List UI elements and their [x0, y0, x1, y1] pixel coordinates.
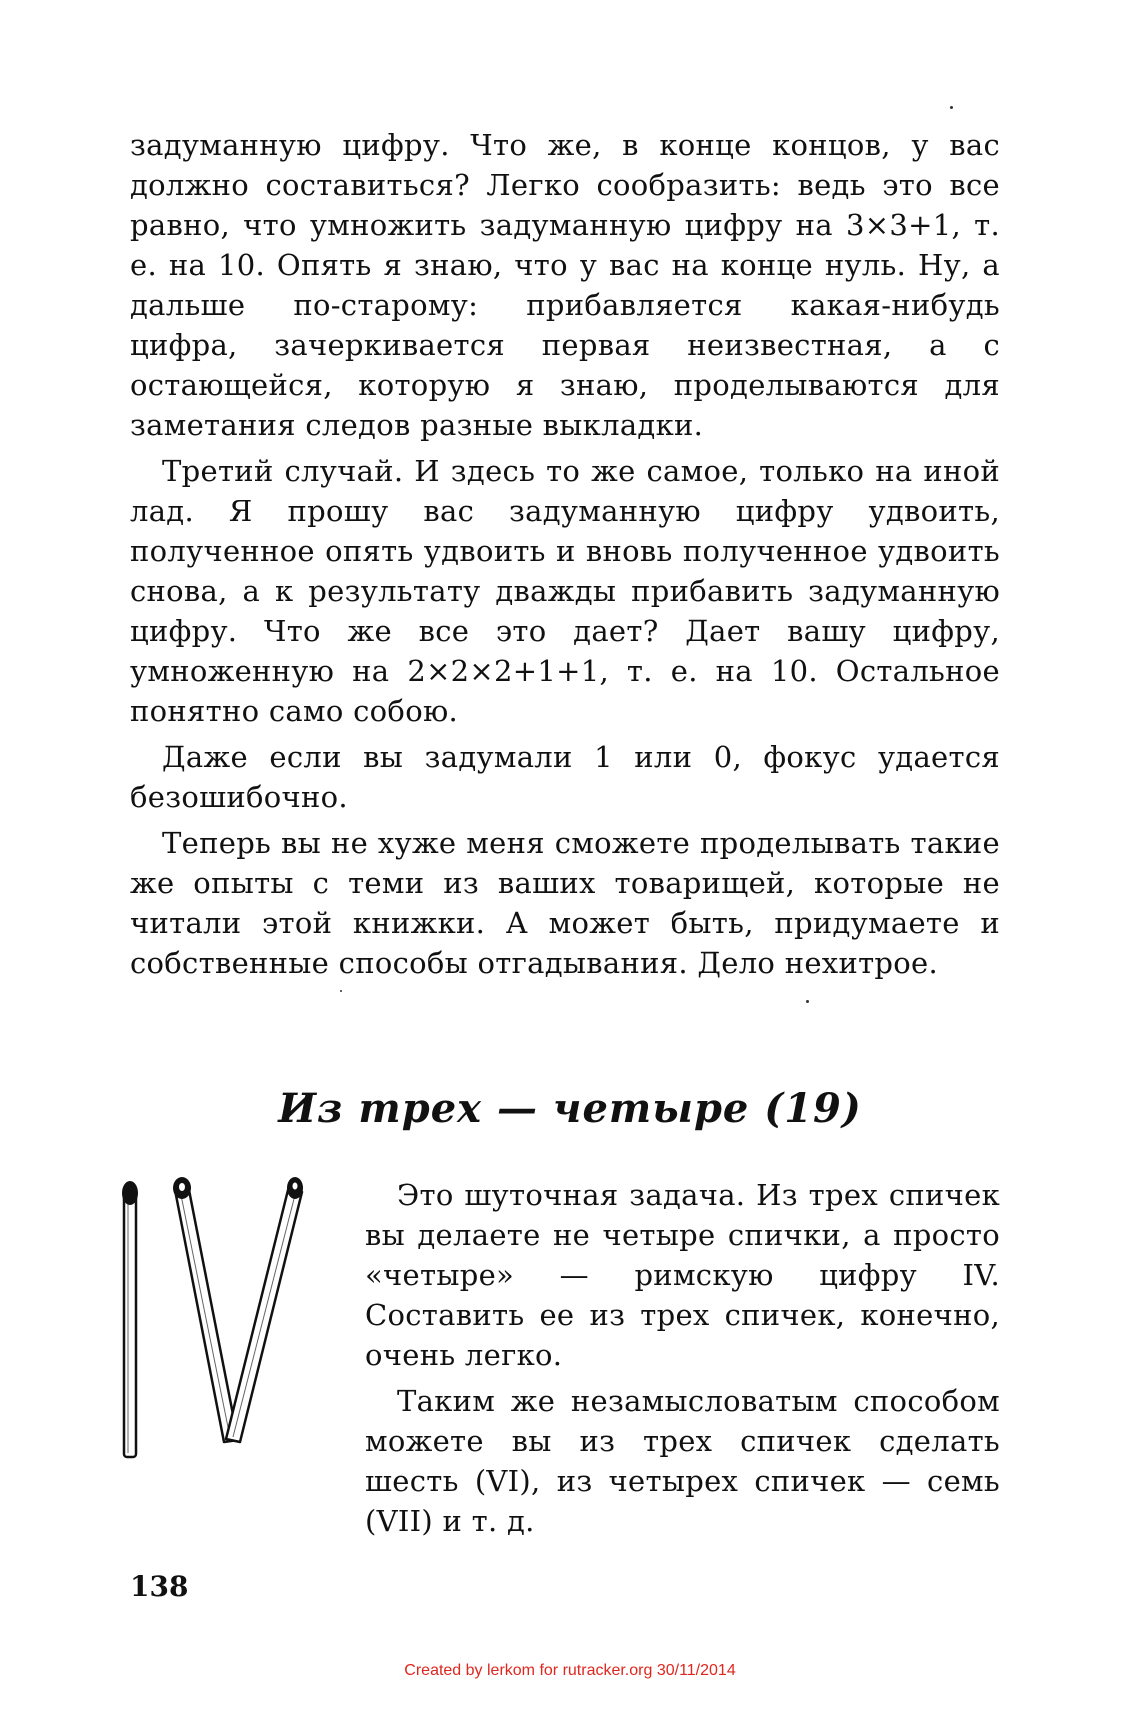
match-diagonal-left [173, 1177, 238, 1442]
section-paragraph-2: Таким же незамысловатым способом можете вы из трех спичек сделать шесть (VI), из четырех спичек — семь (VII) и т. д. [365, 1384, 1000, 1538]
paragraph-4: Теперь вы не хуже меня сможете проделывать такие же опыты с теми из ваших товарищей, которые не читали этой книжки. А может быть, придумаете и собственные способы отгадывания. Дело нехитрое. [130, 826, 1000, 980]
scan-speck [806, 1000, 809, 1003]
scan-speck [950, 106, 953, 109]
section-text [365, 1175, 1000, 1547]
page-number: 138 [130, 1570, 189, 1603]
paragraph-3: Даже если вы задумали 1 или 0, фокус удается безошибочно. [130, 740, 1000, 814]
section-paragraph-1: Это шуточная задача. Из трех спичек вы делаете не четыре спички, а просто «четыре» — римскую цифру IV. Составить ее из трех спичек, конечно, очень легко. [365, 1178, 1000, 1372]
scan-speck [340, 990, 342, 992]
paragraph-1: задуманную цифру. Что же, в конце концов, у вас должно составиться? Легко сообразить: ведь это все равно, что умножить задуманную цифру на 3×3+1, т. е. на 10. Опять я знаю, что у вас на конце нуль. Ну, а дальше по-старому: прибавляется какая-нибудь цифра, зачеркивается первая неизвестная, а с остающейся, которую я знаю, проделываются для заметания следов разные выкладки. [130, 128, 1000, 442]
paragraph-2: Третий случай. И здесь то же самое, только на иной лад. Я прошу вас задуманную цифру удвоить, полученное опять удвоить и вновь полученное удвоить снова, а к результату дважды прибавить задуманную цифру. Что же все это дает? Дает вашу цифру, умноженную на 2×2×2+1+1, т. е. на 10. Остальное понятно само собою. [130, 454, 1000, 728]
footer-credit: Created by lerkom for rutracker.org 30/11/2014 [404, 1662, 736, 1679]
section-title: Из трех — четыре (19) [278, 1085, 862, 1132]
matchsticks-roman-four-icon [120, 1175, 350, 1475]
match-diagonal-right [226, 1177, 303, 1442]
body-text [130, 125, 1000, 989]
match-vertical [122, 1181, 138, 1457]
